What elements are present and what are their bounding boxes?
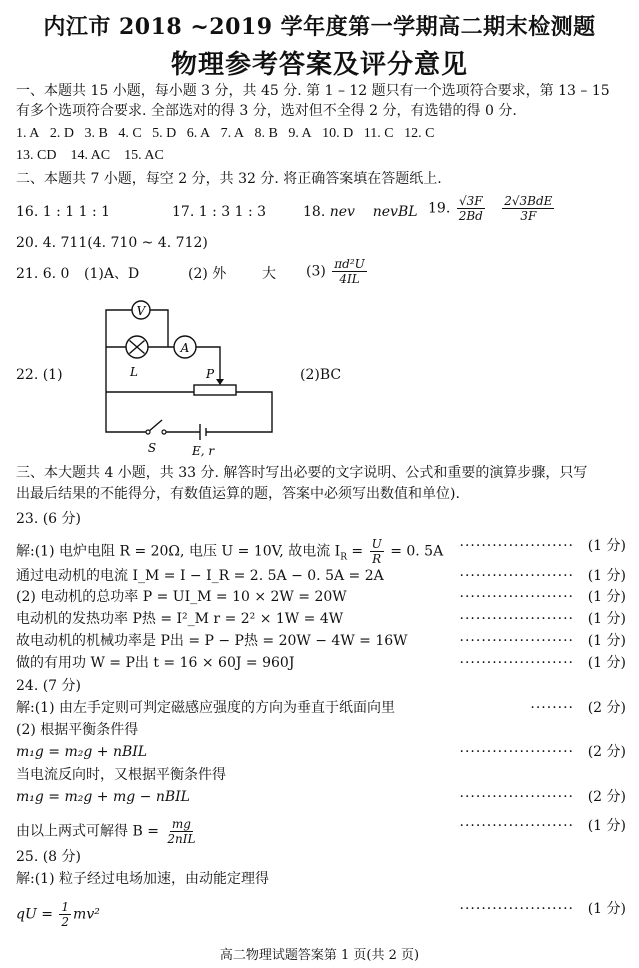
answer-item: 1. A — [16, 126, 40, 141]
q21-part1: (1)A、D — [84, 266, 140, 282]
voltmeter-label: V — [136, 304, 146, 318]
q18-value-b: nevBL — [372, 204, 418, 220]
part1-heading-line2: 有多个选项符合要求. 全部选对的得 3 分，选对但不全得 2 分，有选错的得 0 分. — [16, 103, 517, 119]
answer-item: 8. B — [254, 126, 278, 141]
q24-line2: (2) 根据平衡条件得 — [16, 722, 139, 738]
q19-fraction-1: $\frac{√3F}{2Bd}$ — [458, 194, 483, 223]
answer-item: 12. C — [404, 126, 435, 141]
part1-answers-row2 — [16, 147, 625, 165]
slider-label: P — [205, 367, 215, 381]
answer-item: 2. D — [49, 126, 74, 141]
switch-label: S — [147, 441, 157, 455]
q18-value-a: nev — [329, 204, 355, 220]
circuit-diagram — [96, 292, 276, 458]
q19-fraction-2: $\frac{\text{2√3BdE}}{3F}$ — [504, 194, 553, 223]
battery-label: E, r — [191, 444, 215, 458]
q23-title: 23. (6 分) — [16, 511, 81, 527]
ammeter-label: A — [180, 341, 190, 355]
answer-item: 3. B — [84, 126, 108, 141]
q24-title: 24. (7 分) — [16, 678, 81, 694]
answer-item: 6. A — [186, 126, 211, 141]
q25-fraction: $\frac{1}{2}$ — [61, 900, 70, 929]
score: (1 分) — [587, 818, 626, 834]
score: (1 分) — [587, 589, 626, 605]
page-footer: 高二物理试题答案第 1 页(共 2 页) — [219, 948, 420, 963]
q19-label: 19. — [428, 200, 451, 217]
score: (1 分) — [587, 568, 626, 584]
part3-heading-line1: 三、本大题共 4 小题，共 33 分. 解答时写出必要的文字说明、公式和重要的演算步骤，只写 — [16, 465, 588, 481]
lamp-label: L — [130, 365, 138, 379]
score: (1 分) — [587, 901, 626, 917]
q24-line4: 当电流反向时，又根据平衡条件得 — [16, 767, 226, 783]
exam-title: 内江市 2018 ~2019 学年度第一学期高二期末检测题 — [43, 14, 596, 40]
part3-heading-line2: 出最后结果的不能得分，有数值运算的题，答案中必须写出数值和单位). — [16, 486, 460, 502]
q22-part2: (2)BC — [300, 367, 342, 383]
q23-fraction: $\frac{U}{R}$ — [371, 537, 382, 566]
answer-item: 10. D — [322, 126, 354, 141]
answer-item: 5. D — [152, 126, 177, 141]
q21-part3: (3) $\frac{\text{πd²U}}{4IL}$ — [306, 257, 365, 286]
score: (1 分) — [587, 633, 626, 649]
answer-item: 4. C — [118, 126, 142, 141]
part1-answers-row1 — [16, 125, 625, 143]
score: (2 分) — [587, 744, 626, 760]
q18-label: 18. — [303, 204, 326, 220]
part1-heading-line1: 一、本题共 15 小题，每小题 3 分，共 45 分. 第 1 – 12 题只有一个选项符合要求，第 13 – 15 — [16, 83, 610, 99]
q25-title: 25. (8 分) — [16, 849, 81, 865]
q21-part2-b: 大 — [262, 266, 276, 282]
answer-item: 14. AC — [70, 148, 111, 163]
q22-label: 22. (1) — [16, 367, 63, 383]
score: (1 分) — [587, 655, 626, 671]
answer-item: 13. CD — [16, 148, 57, 163]
q21-label: 21. 6. 0 — [16, 266, 70, 282]
q21-fraction: $\frac{\text{πd²U}}{4IL}$ — [334, 257, 365, 286]
document-title: 物理参考答案及评分意见 — [170, 50, 468, 80]
answer-item: 15. AC — [124, 148, 164, 163]
q20-answer: 20. 4. 711(4. 710 ~ 4. 712) — [16, 235, 208, 251]
q25-line1: 解:(1) 粒子经过电场加速，由动能定理得 — [16, 871, 269, 887]
answer-sheet-page: 内江市 2018 ~2019 学年度第一学期高二期末检测题 物理参考答案及评分意见 一、本题共 15 小题，每小题 3 分，共 45 分. 第 1 – 12 题只有一个选项符合要求，第 13 – 15 有多个选项符合要求. 全部选对的得 3 分，选对但不全得 2 分，有选错的得 0 分. 1. A 2. D 3. B 4. C 5. D 6. A 7. A 8. B 9. A 10. D 11. C 12. C 13. CD 14. AC 15. AC 二、本题共 7 小题，每空 2 分，共 32 分. 将正确答案填在答题纸上. 16. 1 : 1 1 : 1 17. 1 : 3 1 : 3 18. nev nevBL 19. $\frac{√3F}{2Bd}$ $\frac{\text{2√3BdE}}{3F}$ 20. 4. 711(4. 710 ~ 4. 712) 21. 6. 0 (1)A、D (2) 外 大 (3) $\frac{\text{πd²U}}{4IL}$ 22. (1) (2)BC V A L P S E, r 三、本大题共 4 小题，共 33 分. 解答时写出必要的文字说明、公式和重要的演算步骤，只写 出最后结果的不能得分，有数值运算的题，答案中必须写出数值和单位). 23. (6 分) 解:(1) 电炉电阻 R = 20Ω, 电压 U = 10V, 故电流 $I_R$ = $\frac{U}{R}$ = 0. 5A ····················· (1 分) 通过电动机的电流 I_M = I − I_R = 2. 5A − 0. 5A = 2A ····················· (1 分) (2) 电动机的总功率 P = UI_M = 10 × 2W = 20W ····················· (1 分) 电动机的发热功率 P热 = I²_M r = 2² × 1W = 4W ····················· (1 分) 故电动机的机械功率是 P出 = P − P热 = 20W − 4W = 16W ····················· (1 分) 做的有用功 W = P出 t = 16 × 60J = 960J ····················· (1 分) 24. (7 分) 解:(1) 由左手定则可判定磁感应强度的方向为垂直于纸面向里 ········ (2 分) (2) 根据平衡条件得 m₁g = m₂g + nBIL ····················· (2 分) 当电流反向时，又根据平衡条件得 m₁g = m₂g + mg − nBIL ····················· (2 分) 由以上两式可解得 B = $\frac{mg}{\text{2nIL}}$ ····················· (1 分) 25. (8 分) 解:(1) 粒子经过电场加速，由动能定理得 qU = $\frac{1}{2}$ mv² ····················· (1 分) 高二物理试题答案第 1 页(共 2 页) — [0, 0, 639, 968]
q18-answer — [303, 203, 418, 221]
answer-item: 7. A — [220, 126, 244, 141]
answer-item: 11. C — [363, 126, 394, 141]
q24-fraction: $\frac{mg}{\text{2nIL}}$ — [167, 817, 196, 846]
q21-part2: (2) 外 — [188, 266, 227, 282]
q16-answer: 16. 1 : 1 1 : 1 — [16, 204, 111, 220]
answer-item: 9. A — [288, 126, 312, 141]
q17-answer: 17. 1 : 3 1 : 3 — [172, 204, 267, 220]
score: (1 分) — [587, 611, 626, 627]
score: (2 分) — [587, 789, 626, 805]
q19-answer — [428, 194, 556, 223]
part2-heading: 二、本题共 7 小题，每空 2 分，共 32 分. 将正确答案填在答题纸上. — [16, 171, 442, 187]
score: (2 分) — [587, 700, 626, 716]
score: (1 分) — [587, 538, 626, 554]
